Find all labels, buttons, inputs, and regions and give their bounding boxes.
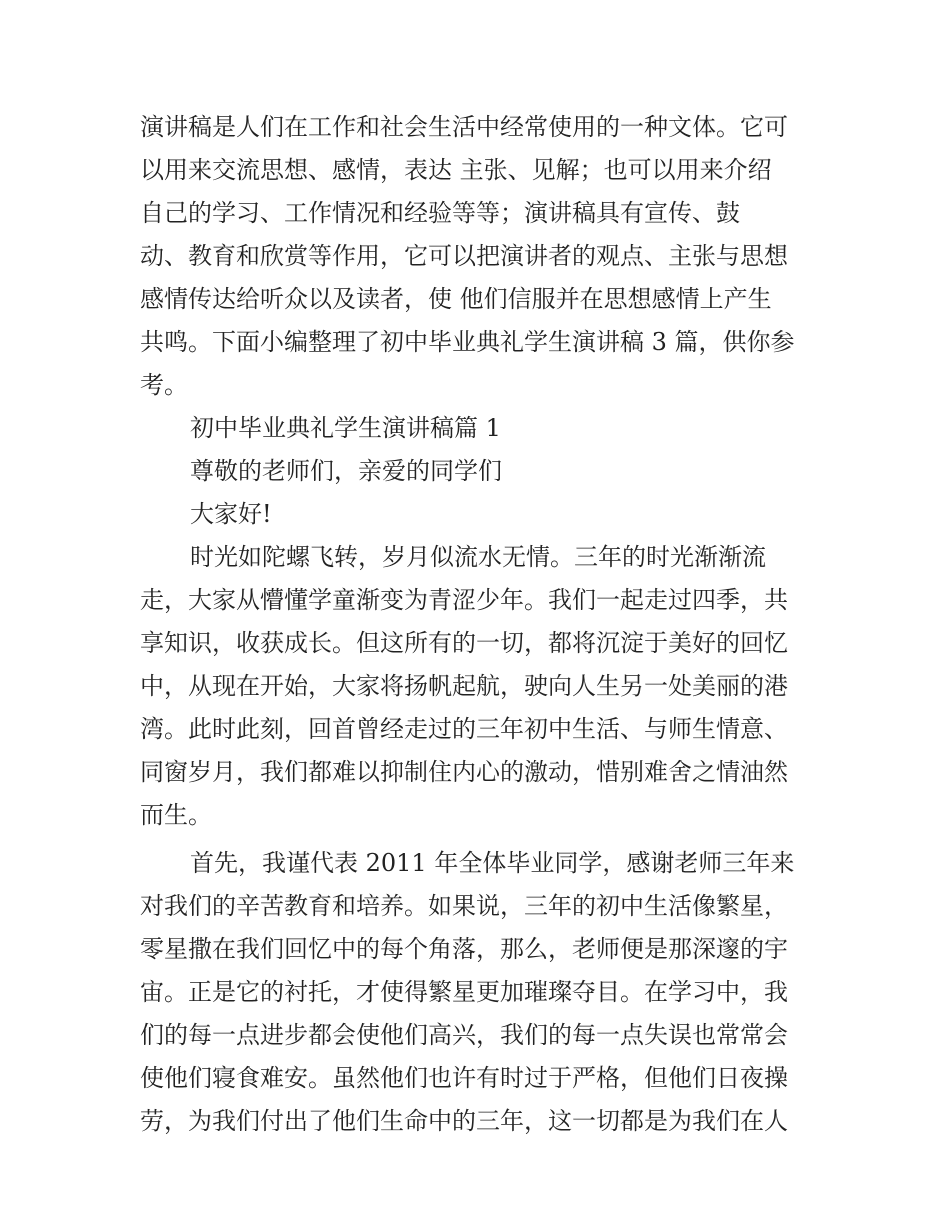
text-line: 以用来交流思想、感情，表达 主张、见解；也可以用来介绍	[140, 156, 772, 184]
body-paragraph-2	[140, 842, 812, 1143]
text-line: 动、教育和欣赏等作用，它可以把演讲者的观点、主张与思想	[140, 242, 788, 270]
text-line: 同窗岁月，我们都难以抑制住内心的激动，惜别难舍之情油然	[140, 758, 788, 786]
text-line: 走，大家从懵懂学童渐变为青涩少年。我们一起走过四季，共	[140, 586, 788, 614]
salutation: 尊敬的老师们，亲爱的同学们	[190, 457, 502, 485]
text-line: 湾。此时此刻，回首曾经走过的三年初中生活、与师生情意、	[140, 715, 788, 743]
text-line: 中，从现在开始，大家将扬帆起航，驶向人生另一处美丽的港	[140, 672, 788, 700]
text-line: 共鸣。下面小编整理了初中毕业典礼学生演讲稿 3 篇，供你参	[140, 328, 795, 356]
text-line: 享知识，收获成长。但这所有的一切，都将沉淀于美好的回忆	[140, 629, 788, 657]
intro-paragraph	[140, 106, 812, 407]
text-line: 首先，我谨代表 2011 年全体毕业同学，感谢老师三年来	[190, 849, 795, 877]
text-line: 们的每一点进步都会使他们高兴，我们的每一点失误也常常会	[140, 1021, 788, 1049]
text-line: 劳，为我们付出了他们生命中的三年，这一切都是为我们在人	[140, 1107, 788, 1135]
body-paragraph-1	[140, 536, 812, 837]
text-line: 零星撒在我们回忆中的每个角落，那么，老师便是那深邃的宇	[140, 935, 788, 963]
text-line: 感情传达给听众以及读者，使 他们信服并在思想感情上产生	[140, 285, 772, 313]
text-line: 对我们的辛苦教育和培养。如果说，三年的初中生活像繁星，	[140, 892, 788, 920]
text-line: 而生。	[140, 801, 212, 829]
text-line: 考。	[140, 371, 188, 399]
text-line: 时光如陀螺飞转，岁月似流水无情。三年的时光渐渐流	[190, 543, 766, 571]
greeting: 大家好!	[190, 500, 272, 528]
section-title: 初中毕业典礼学生演讲稿篇 1	[190, 414, 501, 442]
text-line: 自己的学习、工作情况和经验等等；演讲稿具有宣传、鼓	[140, 199, 740, 227]
text-line: 宙。正是它的衬托，才使得繁星更加璀璨夺目。在学习中，我	[140, 978, 788, 1006]
text-line: 使他们寝食难安。虽然他们也许有时过于严格，但他们日夜操	[140, 1064, 788, 1092]
document-body	[140, 106, 812, 1143]
text-line: 演讲稿是人们在工作和社会生活中经常使用的一种文体。它可	[140, 113, 788, 141]
